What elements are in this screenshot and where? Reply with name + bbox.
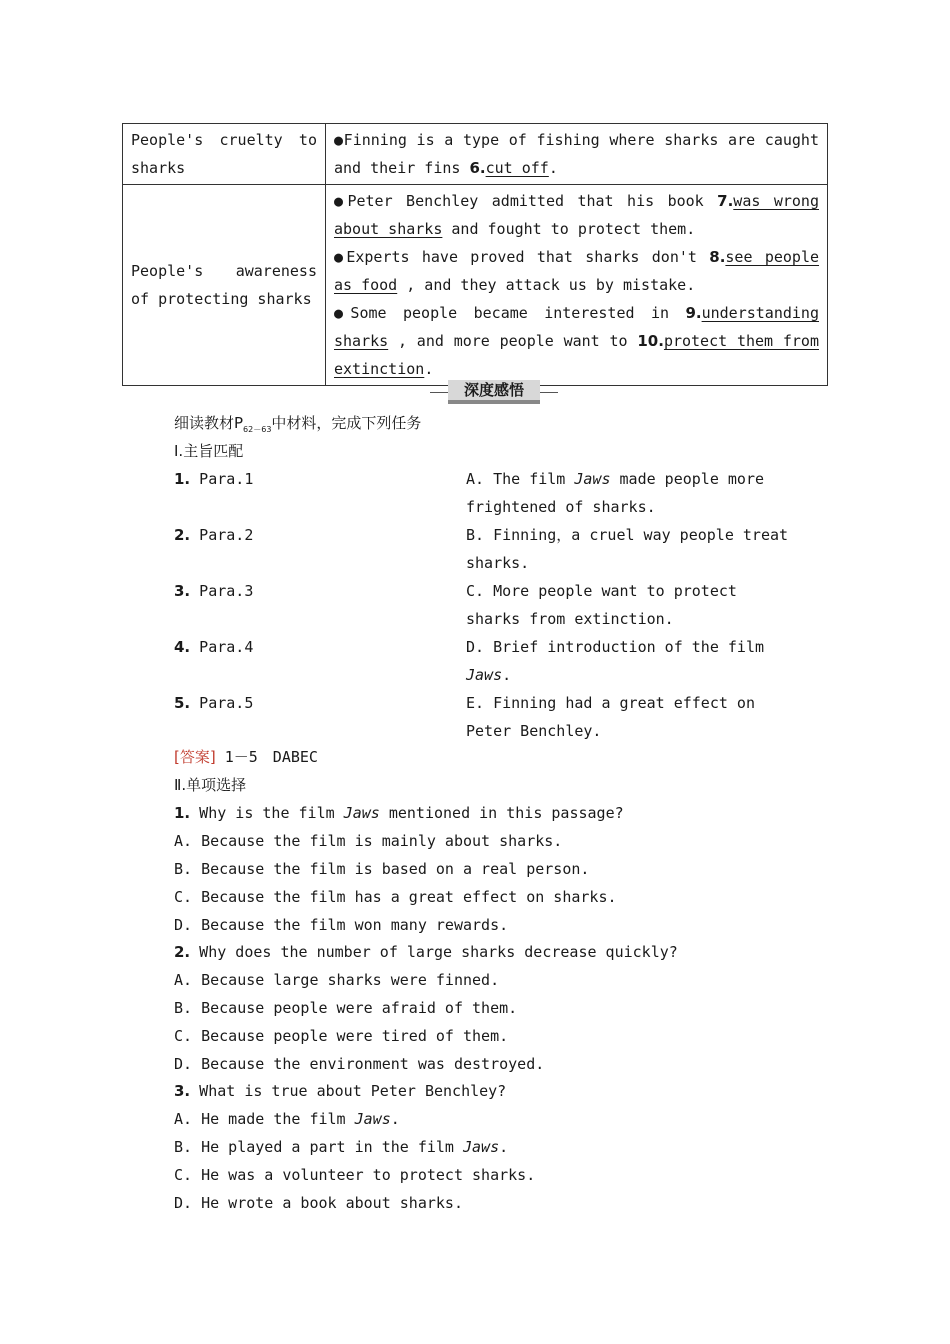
- option-b: B. Finning，a cruel way people treat sharks.: [466, 526, 789, 572]
- question-number: 3.: [174, 1082, 191, 1100]
- bullet-text: , and more people want to: [388, 332, 638, 350]
- choice-text: .: [390, 1110, 400, 1128]
- blank-answer: understanding sharks: [334, 304, 819, 350]
- table-row-label: People's awareness of protecting sharks: [123, 185, 326, 386]
- film-title: Jaws: [462, 1138, 500, 1156]
- item-number: 2.: [174, 526, 191, 544]
- bullet-text: , and they attack us by mistake.: [397, 276, 696, 294]
- page-range: 62－63: [243, 425, 272, 434]
- punctuation: .: [424, 360, 434, 378]
- punctuation: .: [548, 159, 558, 177]
- question-text: Why is the film: [199, 804, 344, 822]
- answer-text: 1－5 DABEC: [224, 748, 318, 766]
- part2-title: Ⅱ.单项选择: [174, 776, 247, 794]
- item-text: Para.5: [199, 694, 254, 712]
- choice: [174, 1133, 508, 1161]
- bullet-text: and fought to protect them.: [442, 220, 696, 238]
- item-text: Para.1: [199, 470, 254, 488]
- blank-answer: cut off: [485, 159, 549, 177]
- question-text: mentioned in this passage?: [379, 804, 624, 822]
- table-row-label: People's cruelty to sharks: [123, 124, 326, 185]
- blank-number: 7.: [717, 192, 734, 210]
- list-item: [174, 689, 253, 717]
- item-text: Para.3: [199, 582, 254, 600]
- choice-text: .: [499, 1138, 509, 1156]
- item-number: 5.: [174, 694, 191, 712]
- item-number: 4.: [174, 638, 191, 656]
- choice: D. He wrote a book about sharks.: [174, 1194, 463, 1212]
- choice: B. Because people were afraid of them.: [174, 999, 518, 1017]
- part1-title: Ⅰ.主旨匹配: [174, 442, 244, 460]
- choice: C. He was a volunteer to protect sharks.: [174, 1166, 536, 1184]
- choice: B. Because the film is based on a real person.: [174, 860, 590, 878]
- choice-text: B. He played a part in the film: [174, 1138, 463, 1156]
- item-number: 1.: [174, 470, 191, 488]
- question-stem: [174, 938, 678, 966]
- choice: A. Because the film is mainly about sharks.: [174, 832, 563, 850]
- table-row: [123, 124, 828, 185]
- question-text: Why does the number of large sharks decrease quickly?: [199, 943, 678, 961]
- table-row-content: [326, 185, 828, 386]
- intro-post: 中材料，完成下列任务: [271, 414, 422, 432]
- table-row: [123, 185, 828, 386]
- answer-line: [174, 743, 318, 771]
- option-text: D. Brief introduction of the film: [466, 638, 765, 656]
- choice: C. Because people were tired of them.: [174, 1027, 509, 1045]
- choice: A. Because large sharks were finned.: [174, 971, 500, 989]
- film-title: Jaws: [354, 1110, 391, 1128]
- choice: C. Because the film has a great effect on sharks.: [174, 888, 617, 906]
- blank-number: 10.: [637, 332, 664, 350]
- bullet-item: [334, 299, 819, 383]
- choice: D. Because the environment was destroyed.: [174, 1055, 545, 1073]
- blank-answer: protect them from extinction: [334, 332, 819, 378]
- item-text: Para.2: [199, 526, 254, 544]
- list-item: [174, 521, 253, 549]
- film-title: Jaws: [343, 804, 380, 822]
- intro-pre: 细读教材P: [174, 414, 244, 432]
- table-row-content: [326, 124, 828, 185]
- choice: D. Because the film won many rewards.: [174, 916, 509, 934]
- blank-number: 8.: [709, 248, 726, 266]
- option-text: made people more frightened of sharks.: [466, 470, 765, 516]
- film-title: Jaws: [574, 470, 611, 488]
- option-d: [466, 633, 796, 689]
- question-number: 1.: [174, 804, 191, 822]
- section-banner: [430, 380, 558, 402]
- question-stem: [174, 799, 624, 827]
- option-text: .: [502, 666, 512, 684]
- item-number: 3.: [174, 582, 191, 600]
- blank-answer: was wrong about sharks: [334, 192, 819, 238]
- bullet-text: ●Finning is a type of fishing where sharks are caught and their fins: [334, 131, 819, 177]
- bullet-text: ●Some people became interested in: [334, 304, 686, 322]
- question-number: 2.: [174, 943, 191, 961]
- choice: [174, 1105, 400, 1133]
- question-stem: [174, 1077, 506, 1105]
- film-title: Jaws: [466, 666, 503, 684]
- bullet-item: [334, 187, 819, 243]
- choice-text: A. He made the film: [174, 1110, 355, 1128]
- list-item: [174, 465, 253, 493]
- option-a: [466, 465, 796, 521]
- item-text: Para.4: [199, 638, 254, 656]
- blank-answer: see people as food: [334, 248, 820, 294]
- blank-number: 6.: [469, 159, 486, 177]
- banner-title: 深度感悟: [448, 380, 540, 404]
- option-c: C. More people want to protect sharks from extinction.: [466, 582, 737, 628]
- bullet-text: ●Peter Benchley admitted that his book: [334, 192, 718, 210]
- list-item: [174, 577, 253, 605]
- option-e: E. Finning had a great effect on Peter Benchley.: [466, 694, 755, 740]
- answer-label: [答案]: [174, 748, 216, 766]
- list-item: [174, 633, 253, 661]
- summary-table: [122, 123, 828, 386]
- blank-number: 9.: [685, 304, 702, 322]
- option-text: A. The film: [466, 470, 575, 488]
- bullet-item: [334, 243, 819, 299]
- bullet-text: ●Experts have proved that sharks don't: [334, 248, 710, 266]
- question-text: What is true about Peter Benchley?: [199, 1082, 507, 1100]
